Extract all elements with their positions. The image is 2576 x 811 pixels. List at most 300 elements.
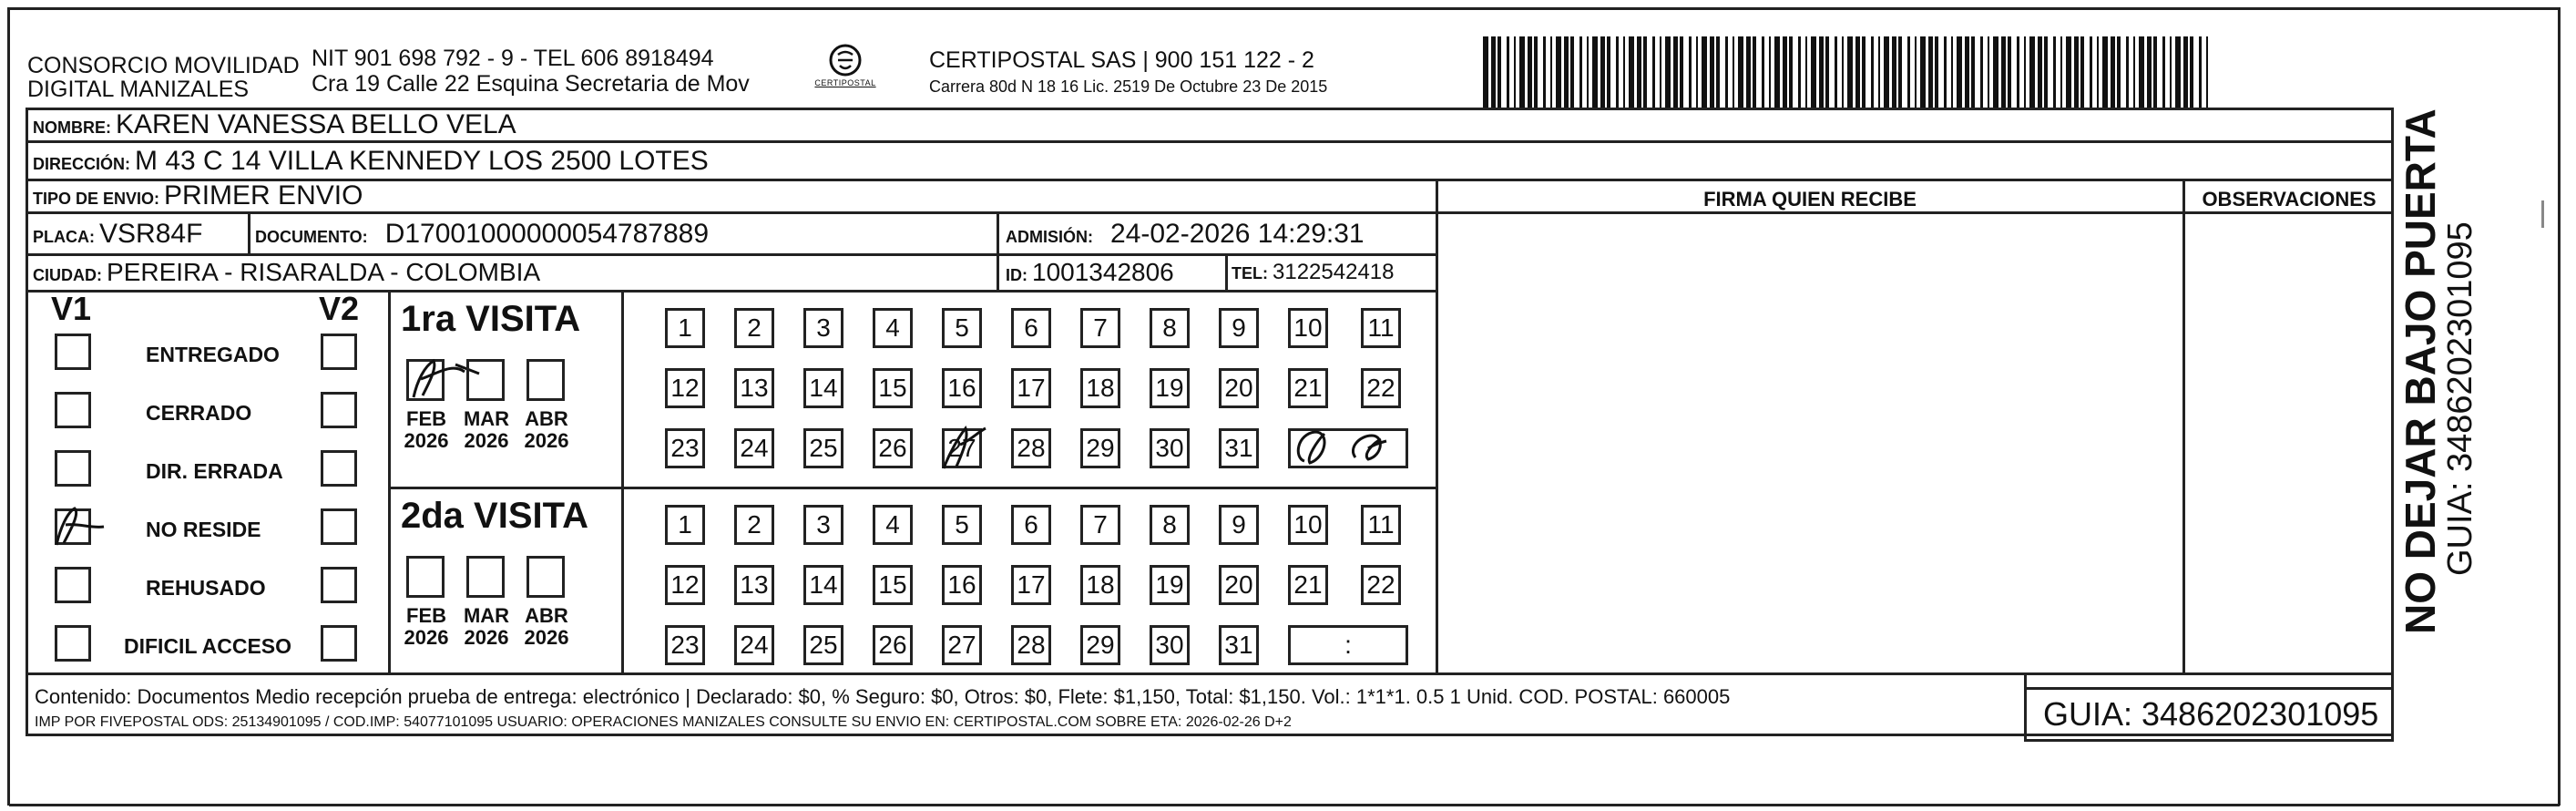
barcode-bar: [1920, 36, 1926, 109]
barcode-bar: [2060, 36, 2062, 109]
day-box[interactable]: [873, 308, 913, 348]
day-box[interactable]: [1150, 428, 1190, 468]
barcode-bar: [1519, 36, 1525, 109]
day-box[interactable]: [873, 428, 913, 468]
barcode-bar: [1898, 36, 1902, 109]
day-number: 23: [670, 434, 700, 462]
day-number: 3: [816, 510, 831, 539]
barcode-bar: [1789, 36, 1793, 109]
month-checkbox[interactable]: [466, 556, 505, 598]
day-number: 15: [878, 570, 907, 599]
barcode-bar: [2147, 36, 2152, 109]
day-number: 14: [809, 570, 838, 599]
company-address: Cra 19 Calle 22 Esquina Secretaria de Mov: [312, 71, 750, 97]
day-box[interactable]: [1150, 565, 1190, 605]
day-number: 13: [740, 374, 769, 402]
visit-divider: [388, 487, 621, 489]
barcode-bar: [1871, 36, 1874, 109]
firma-column-header: FIRMA QUIEN RECIBE: [1703, 188, 1917, 210]
admision-value: 24-02-2026 14:29:31: [1110, 219, 1365, 249]
barcode-bar: [2183, 36, 2188, 109]
nombre-row: [33, 109, 516, 143]
tracking-barcode: [1483, 36, 2212, 109]
day-number: 2: [747, 510, 762, 539]
barcode-bar: [1798, 36, 1801, 109]
day-box[interactable]: [665, 368, 705, 408]
v2-checkbox[interactable]: [321, 567, 357, 603]
day-number: 29: [1086, 434, 1115, 462]
ciudad-value: PEREIRA - RISARALDA - COLOMBIA: [107, 258, 541, 286]
barcode-bar: [1835, 36, 1837, 109]
barcode-bar: [2090, 36, 2092, 109]
sheet-top-edge: [9, 7, 2560, 10]
admision-label: ADMISIÓN:: [1006, 228, 1093, 246]
barcode-bar: [1570, 36, 1574, 109]
barcode-bar: [1587, 36, 1589, 109]
barcode-bar: [1774, 36, 1780, 109]
barcode-bar: [1665, 36, 1671, 109]
company-name-line2: DIGITAL MANIZALES: [27, 77, 250, 102]
barcode-bar: [1652, 36, 1655, 109]
day-box[interactable]: [1011, 368, 1051, 408]
barcode-bar: [1483, 36, 1488, 109]
barcode-bar: [1746, 36, 1751, 109]
day-number: 8: [1162, 313, 1177, 342]
v1-checkbox[interactable]: [55, 392, 91, 428]
day-box[interactable]: [665, 625, 705, 665]
nombre-label: NOMBRE:: [33, 118, 111, 137]
day-box[interactable]: [873, 625, 913, 665]
visit-title: 2da VISITA: [401, 496, 588, 536]
barcode-bar: [1928, 36, 1933, 109]
barcode-bar: [1825, 36, 1829, 109]
day-box[interactable]: [734, 565, 774, 605]
company-name-line1: CONSORCIO MOVILIDAD: [27, 53, 300, 78]
day-box[interactable]: [734, 428, 774, 468]
v1-checkbox[interactable]: [55, 450, 91, 487]
barcode-bar: [1738, 36, 1743, 109]
day-box[interactable]: [942, 428, 982, 468]
v1-header: V1: [51, 290, 92, 327]
day-box[interactable]: [1361, 505, 1401, 545]
status-option-label: CERRADO: [146, 401, 252, 425]
courier-name: CERTIPOSTAL SAS | 900 151 122 - 2: [929, 47, 1314, 73]
day-box[interactable]: [1361, 308, 1401, 348]
day-number: 4: [885, 313, 900, 342]
barcode-bar: [1847, 36, 1853, 109]
col-divider: [248, 211, 250, 253]
day-number: 8: [1162, 510, 1177, 539]
day-number: 4: [885, 510, 900, 539]
day-box[interactable]: [665, 505, 705, 545]
barcode-bar: [1951, 36, 1953, 109]
month-label: [399, 408, 454, 452]
day-box[interactable]: [1361, 368, 1401, 408]
day-number: 11: [1367, 313, 1395, 342]
barcode-bar: [1556, 36, 1561, 109]
barcode-bar: [2053, 36, 2056, 109]
barcode-bar: [2190, 36, 2193, 109]
documento-label: DOCUMENTO:: [255, 228, 368, 246]
day-box[interactable]: [1219, 308, 1259, 348]
day-box[interactable]: [734, 368, 774, 408]
day-number: 9: [1232, 510, 1246, 539]
day-number: 25: [809, 631, 838, 659]
day-number: 17: [1017, 374, 1046, 402]
status-option-label: NO RESIDE: [146, 518, 261, 541]
day-box[interactable]: [1080, 428, 1120, 468]
row-divider: [26, 672, 2394, 675]
day-number: 12: [670, 570, 700, 599]
id-label: ID:: [1006, 266, 1027, 284]
company-nit: NIT 901 698 792 - 9 - TEL 606 8918494: [312, 46, 714, 71]
month-checkbox[interactable]: [526, 359, 565, 401]
status-option-label: ENTREGADO: [146, 343, 280, 366]
month-checkbox[interactable]: [526, 556, 565, 598]
month-checkbox[interactable]: [406, 556, 445, 598]
day-box[interactable]: [1150, 368, 1190, 408]
month-year: 2026: [404, 429, 449, 452]
barcode-bar: [1607, 36, 1610, 109]
day-number: 23: [670, 631, 700, 659]
day-box[interactable]: [1011, 565, 1051, 605]
month-year: 2026: [404, 626, 449, 649]
col-divider: [2182, 179, 2185, 672]
observaciones-column-header: OBSERVACIONES: [2202, 188, 2377, 210]
month-name: FEB: [406, 604, 446, 627]
barcode-bar: [1564, 36, 1569, 109]
barcode-bar: [2133, 36, 2135, 109]
day-box[interactable]: [803, 368, 843, 408]
day-box[interactable]: [1011, 308, 1051, 348]
barcode-bar: [1762, 36, 1764, 109]
day-number: 20: [1224, 570, 1253, 599]
day-number: 3: [816, 313, 831, 342]
barcode-bar: [1753, 36, 1756, 109]
barcode-bar: [1629, 36, 1634, 109]
day-number: 9: [1232, 313, 1246, 342]
day-box[interactable]: [1080, 505, 1120, 545]
day-number: 18: [1086, 374, 1115, 402]
day-box[interactable]: [1080, 565, 1120, 605]
day-number: 10: [1293, 313, 1323, 342]
certipostal-logo-text: CERTIPOSTAL: [814, 78, 876, 87]
day-box[interactable]: [1080, 308, 1120, 348]
v1-checkbox[interactable]: [55, 508, 91, 545]
day-number: 22: [1366, 374, 1395, 402]
day-number: 21: [1293, 570, 1323, 599]
day-number: 21: [1293, 374, 1323, 402]
day-number: 19: [1155, 374, 1184, 402]
day-number: 10: [1293, 510, 1323, 539]
day-box[interactable]: [942, 505, 982, 545]
barcode-bar: [1534, 36, 1538, 109]
barcode-bar: [2029, 36, 2035, 109]
edge-mark: [2541, 200, 2544, 228]
barcode-bar: [1892, 36, 1896, 109]
barcode-bar: [2080, 36, 2084, 109]
time-box[interactable]: [1288, 428, 1408, 468]
v2-checkbox[interactable]: [321, 392, 357, 428]
day-number: 11: [1367, 510, 1395, 539]
id-row: [1006, 257, 1174, 291]
barcode-bar: [2044, 36, 2048, 109]
barcode-bar: [1689, 36, 1692, 109]
barcode-bar: [1971, 36, 1975, 109]
month-name: MAR: [463, 604, 510, 627]
day-box[interactable]: [803, 625, 843, 665]
barcode-bar: [1957, 36, 1962, 109]
status-option-label: DIR. ERRADA: [146, 459, 283, 483]
barcode-bar: [1811, 36, 1816, 109]
v2-header: V2: [319, 290, 360, 327]
barcode-bar: [1965, 36, 1969, 109]
tipo-envio-label: TIPO DE ENVIO:: [33, 190, 160, 208]
direccion-row: [33, 146, 709, 180]
barcode-bar: [2102, 36, 2108, 109]
day-number: 24: [740, 434, 769, 462]
barcode-bar: [2170, 36, 2172, 109]
day-box[interactable]: [1219, 428, 1259, 468]
v2-checkbox[interactable]: [321, 508, 357, 545]
month-name: ABR: [525, 604, 568, 627]
month-checkbox[interactable]: [466, 359, 505, 401]
day-box[interactable]: [1011, 428, 1051, 468]
barcode-bar: [1783, 36, 1787, 109]
day-box[interactable]: [1288, 505, 1328, 545]
barcode-bar: [2024, 36, 2026, 109]
barcode-bar: [1616, 36, 1619, 109]
tipo-envio-value: PRIMER ENVIO: [164, 180, 363, 210]
day-box[interactable]: [873, 505, 913, 545]
day-box[interactable]: [1011, 625, 1051, 665]
day-box[interactable]: [942, 368, 982, 408]
side-warning: NO DEJAR BAJO PUERTA: [2397, 108, 2444, 634]
day-number: 28: [1017, 631, 1046, 659]
day-number: 13: [740, 570, 769, 599]
barcode-bar: [1725, 36, 1728, 109]
tel-value: 3122542418: [1273, 260, 1395, 284]
sheet-right-edge: [2558, 7, 2561, 806]
month-label: [399, 605, 454, 649]
month-name: FEB: [406, 407, 446, 430]
day-number: 28: [1017, 434, 1046, 462]
day-box[interactable]: [1361, 565, 1401, 605]
v1-checkbox[interactable]: [55, 625, 91, 662]
day-box[interactable]: [1150, 505, 1190, 545]
barcode-bar: [2097, 36, 2099, 109]
barcode-bar: [1819, 36, 1824, 109]
month-year: 2026: [464, 429, 509, 452]
barcode-bar: [1528, 36, 1532, 109]
sheet-bottom-edge: [9, 804, 2560, 806]
day-number: 27: [947, 434, 976, 462]
barcode-bar: [2111, 36, 2115, 109]
col-divider: [1225, 253, 1228, 290]
day-box[interactable]: [942, 308, 982, 348]
day-number: 7: [1093, 313, 1108, 342]
barcode-bar: [2017, 36, 2019, 109]
barcode-bar: [2162, 36, 2165, 109]
day-box[interactable]: [873, 565, 913, 605]
barcode-bar: [1673, 36, 1678, 109]
status-option-label: REHUSADO: [146, 576, 266, 600]
day-number: 7: [1093, 510, 1108, 539]
day-box[interactable]: [1080, 625, 1120, 665]
day-box[interactable]: [1219, 565, 1259, 605]
day-number: 16: [947, 570, 976, 599]
time-box[interactable]: [1288, 625, 1408, 665]
month-name: ABR: [525, 407, 568, 430]
barcode-bar: [2074, 36, 2079, 109]
ciudad-row: [33, 257, 540, 291]
v1-checkbox[interactable]: [55, 334, 91, 370]
barcode-bar: [1842, 36, 1844, 109]
day-box[interactable]: [942, 625, 982, 665]
day-box[interactable]: [1150, 625, 1190, 665]
day-box[interactable]: [665, 565, 705, 605]
barcode-bar: [1980, 36, 1983, 109]
placa-value: VSR84F: [99, 219, 203, 249]
day-box[interactable]: [1288, 368, 1328, 408]
day-box[interactable]: [803, 428, 843, 468]
day-box[interactable]: [665, 308, 705, 348]
month-year: 2026: [524, 626, 569, 649]
certipostal-logo: [809, 42, 882, 108]
day-number: 27: [947, 631, 976, 659]
barcode-bar: [1907, 36, 1910, 109]
barcode-bar: [2038, 36, 2042, 109]
day-number: 26: [878, 434, 907, 462]
barcode-bar: [1507, 36, 1509, 109]
barcode-bar: [1491, 36, 1496, 109]
day-box[interactable]: [803, 308, 843, 348]
day-number: 5: [955, 313, 969, 342]
barcode-bar: [1805, 36, 1807, 109]
barcode-bar: [1543, 36, 1546, 109]
col-divider: [388, 290, 391, 672]
documento-value: D17001000000054787889: [384, 219, 710, 249]
month-name: MAR: [463, 407, 510, 430]
month-label: [519, 408, 574, 452]
barcode-bar: [1702, 36, 1707, 109]
barcode-bar: [1643, 36, 1647, 109]
day-number: 12: [670, 374, 700, 402]
day-box[interactable]: [1219, 625, 1259, 665]
side-guia: GUIA: 3486202301095: [2441, 221, 2479, 576]
day-box[interactable]: [803, 565, 843, 605]
barcode-bar: [1993, 36, 1998, 109]
barcode-bar: [1579, 36, 1582, 109]
barcode-bar: [1550, 36, 1552, 109]
day-number: 30: [1155, 434, 1184, 462]
barcode-bar: [1733, 36, 1734, 109]
day-number: 31: [1224, 434, 1253, 462]
visit-divider: [621, 487, 1436, 489]
month-label: [459, 605, 514, 649]
day-box[interactable]: [734, 625, 774, 665]
v1-checkbox[interactable]: [55, 567, 91, 603]
barcode-bar: [2066, 36, 2071, 109]
direccion-value: M 43 C 14 VILLA KENNEDY LOS 2500 LOTES: [135, 146, 709, 176]
visit-title: 1ra VISITA: [401, 299, 581, 339]
barcode-bar: [1600, 36, 1605, 109]
day-number: 22: [1366, 570, 1395, 599]
day-number: 15: [878, 374, 907, 402]
status-option-label: DIFICIL ACCESO: [124, 634, 292, 658]
barcode-bar: [1988, 36, 1989, 109]
day-box[interactable]: [942, 565, 982, 605]
col-divider: [621, 290, 624, 672]
day-box[interactable]: [665, 428, 705, 468]
day-box[interactable]: [734, 505, 774, 545]
tipo-envio-row: [33, 180, 363, 214]
barcode-bar: [1716, 36, 1720, 109]
day-box[interactable]: [1150, 308, 1190, 348]
day-number: 29: [1086, 631, 1115, 659]
day-number: 25: [809, 434, 838, 462]
day-box[interactable]: [734, 308, 774, 348]
month-checkbox[interactable]: [406, 359, 445, 401]
placa-label: PLACA:: [33, 228, 95, 246]
v2-checkbox[interactable]: [321, 450, 357, 487]
barcode-bar: [1660, 36, 1661, 109]
day-box[interactable]: [1080, 368, 1120, 408]
barcode-bar: [1884, 36, 1889, 109]
day-number: 1: [678, 510, 692, 539]
day-box[interactable]: [873, 368, 913, 408]
barcode-bar: [1855, 36, 1860, 109]
day-box[interactable]: [1219, 368, 1259, 408]
documento-row: [255, 219, 709, 252]
v2-checkbox[interactable]: [321, 334, 357, 370]
barcode-bar: [2153, 36, 2157, 109]
day-number: 20: [1224, 374, 1253, 402]
barcode-bar: [1592, 36, 1598, 109]
barcode-bar: [1769, 36, 1771, 109]
day-number: 18: [1086, 570, 1115, 599]
barcode-bar: [2117, 36, 2121, 109]
day-box[interactable]: [1288, 565, 1328, 605]
tel-row: [1232, 257, 1395, 289]
month-year: 2026: [464, 626, 509, 649]
day-box[interactable]: [1219, 505, 1259, 545]
col-divider: [997, 211, 999, 290]
barcode-bar: [1623, 36, 1625, 109]
day-number: 17: [1017, 570, 1046, 599]
barcode-bar: [2001, 36, 2006, 109]
admision-row: [1006, 219, 1365, 252]
day-number: 2: [747, 313, 762, 342]
ciudad-label: CIUDAD:: [33, 266, 102, 284]
barcode-bar: [1696, 36, 1698, 109]
day-number: 5: [955, 510, 969, 539]
day-number: 24: [740, 631, 769, 659]
day-box[interactable]: [1011, 505, 1051, 545]
month-label: [519, 605, 574, 649]
barcode-bar: [1935, 36, 1938, 109]
barcode-bar: [1514, 36, 1516, 109]
day-box[interactable]: [1288, 308, 1328, 348]
barcode-bar: [1878, 36, 1880, 109]
barcode-bar: [1915, 36, 1917, 109]
barcode-bar: [2126, 36, 2129, 109]
v2-checkbox[interactable]: [321, 625, 357, 662]
barcode-bar: [1637, 36, 1641, 109]
day-box[interactable]: [803, 505, 843, 545]
barcode-bar: [2139, 36, 2144, 109]
id-value: 1001342806: [1032, 258, 1174, 286]
